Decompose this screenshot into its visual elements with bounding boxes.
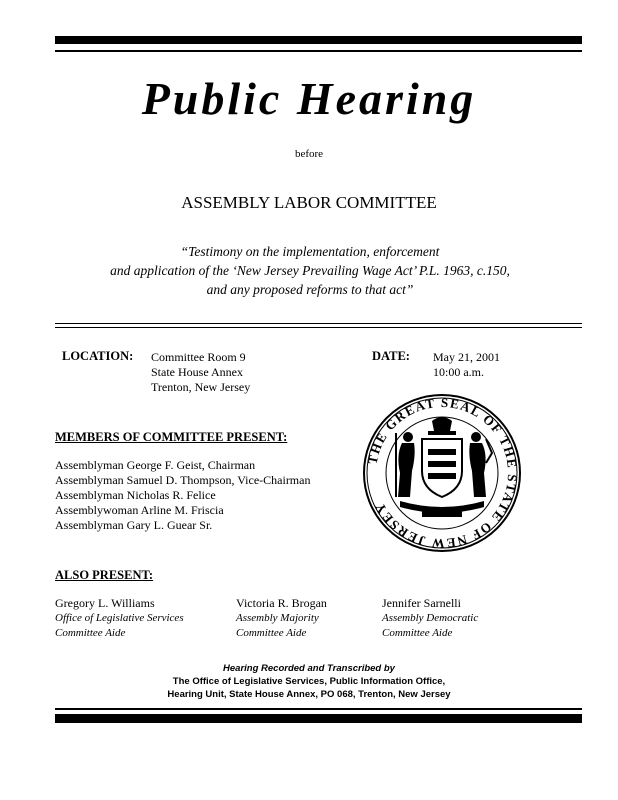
staff-person <box>236 596 327 641</box>
also-present-heading: ALSO PRESENT: <box>55 568 154 582</box>
staff-name: Victoria R. Brogan <box>236 596 327 610</box>
staff-role: Office of Legislative Services <box>55 612 184 624</box>
state-seal-icon <box>362 393 522 553</box>
subject-line: and application of the ‘New Jersey Prevailing Wage Act’ P.L. 1963, c.150, <box>110 263 510 278</box>
staff-role: Assembly Majority <box>236 612 319 624</box>
divider-rule <box>55 327 582 328</box>
staff-name: Jennifer Sarnelli <box>382 596 461 610</box>
member-item: Assemblyman George F. Geist, Chairman <box>55 458 256 472</box>
credit-line: Hearing Recorded and Transcribed by <box>223 663 395 674</box>
page-title: Public Hearing <box>141 73 477 124</box>
credit-line: Hearing Unit, State House Annex, PO 068, Trenton, New Jersey <box>167 689 451 700</box>
staff-name: Gregory L. Williams <box>55 596 155 610</box>
bottom-rule <box>55 714 582 723</box>
subject-line: and any proposed reforms to that act” <box>206 282 414 297</box>
member-item: Assemblyman Nicholas R. Felice <box>55 488 216 502</box>
subject-line: “Testimony on the implementation, enforcement <box>180 244 440 259</box>
member-item: Assemblywoman Arline M. Friscia <box>55 503 224 517</box>
member-item: Assemblyman Gary L. Guear Sr. <box>55 518 213 532</box>
before-label: before <box>294 148 324 160</box>
members-heading: MEMBERS OF COMMITTEE PRESENT: <box>55 430 288 444</box>
committee-name: ASSEMBLY LABOR COMMITTEE <box>181 193 437 212</box>
date-label: DATE: <box>372 349 410 363</box>
divider-rule <box>55 323 582 324</box>
staff-role: Assembly Democratic <box>382 612 479 624</box>
staff-person <box>382 596 478 641</box>
transcription-credit <box>0 662 618 701</box>
bottom-rule-thin <box>55 708 582 710</box>
members-list <box>55 458 310 533</box>
staff-role: Committee Aide <box>236 627 307 639</box>
staff-person <box>55 596 184 641</box>
date-value <box>433 350 500 380</box>
staff-role: Committee Aide <box>55 627 126 639</box>
location-line: Committee Room 9 <box>151 350 246 364</box>
date-line: May 21, 2001 <box>433 350 500 364</box>
location-line: State House Annex <box>151 365 243 379</box>
hearing-subject <box>60 242 560 299</box>
staff-role: Committee Aide <box>382 627 453 639</box>
top-rule-thin <box>55 50 582 52</box>
location-line: Trenton, New Jersey <box>151 380 251 394</box>
location-value <box>151 350 250 395</box>
top-rule <box>55 36 582 44</box>
member-item: Assemblyman Samuel D. Thompson, Vice-Chairman <box>55 473 311 487</box>
credit-line: The Office of Legislative Services, Public Information Office, <box>172 676 446 687</box>
seal-ring-text: THE GREAT SEAL OF THE STATE OF NEW JERSEY <box>364 394 521 552</box>
location-label: LOCATION: <box>62 349 134 363</box>
date-line: 10:00 a.m. <box>433 365 484 379</box>
